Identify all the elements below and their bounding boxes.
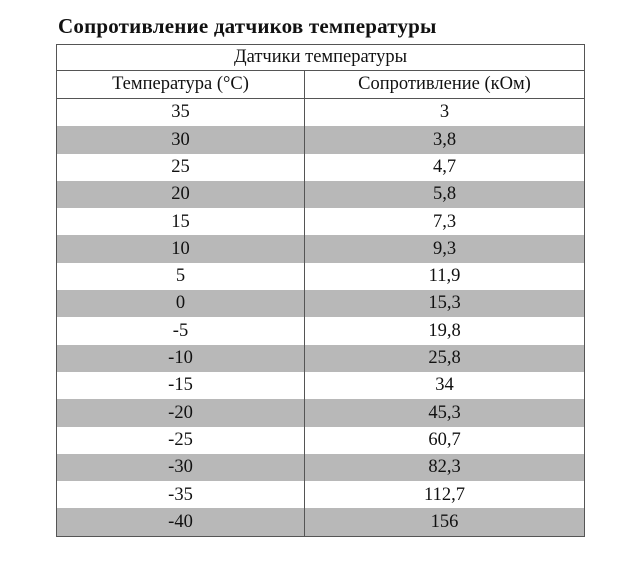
table-row (57, 481, 585, 508)
resistance-cell: 19,8 (305, 317, 585, 344)
column-header-temperature: Температура (°С) (57, 71, 305, 99)
table-row (57, 399, 585, 426)
resistance-cell: 112,7 (305, 481, 585, 508)
table-row (57, 208, 585, 235)
table-group-header: Датчики температуры (57, 45, 585, 71)
table-group-header-row (57, 45, 585, 71)
temperature-cell: 5 (57, 263, 305, 290)
resistance-cell: 11,9 (305, 263, 585, 290)
temperature-cell: -20 (57, 399, 305, 426)
resistance-cell: 45,3 (305, 399, 585, 426)
document-title: Сопротивление датчиков температуры (58, 14, 437, 38)
table-row (57, 154, 585, 181)
table-row (57, 290, 585, 317)
resistance-cell: 7,3 (305, 208, 585, 235)
temperature-cell: -10 (57, 345, 305, 372)
resistance-cell: 82,3 (305, 454, 585, 481)
resistance-cell: 3 (305, 99, 585, 127)
temperature-cell: -25 (57, 427, 305, 454)
column-header-resistance: Сопротивление (кОм) (305, 71, 585, 99)
table-row (57, 454, 585, 481)
table-column-header-row (57, 71, 585, 99)
temperature-cell: 15 (57, 208, 305, 235)
resistance-cell: 34 (305, 372, 585, 399)
temperature-cell: -30 (57, 454, 305, 481)
resistance-cell: 156 (305, 508, 585, 536)
table-row (57, 126, 585, 153)
table-row (57, 372, 585, 399)
temperature-cell: -5 (57, 317, 305, 344)
temperature-cell: -40 (57, 508, 305, 536)
temperature-cell: -15 (57, 372, 305, 399)
resistance-cell: 15,3 (305, 290, 585, 317)
table-row (57, 317, 585, 344)
table-row (57, 508, 585, 536)
temperature-cell: 10 (57, 235, 305, 262)
resistance-cell: 25,8 (305, 345, 585, 372)
temperature-cell: 20 (57, 181, 305, 208)
resistance-cell: 3,8 (305, 126, 585, 153)
temperature-cell: 35 (57, 99, 305, 127)
table-row (57, 235, 585, 262)
resistance-cell: 5,8 (305, 181, 585, 208)
table-row (57, 427, 585, 454)
temperature-cell: 30 (57, 126, 305, 153)
resistance-cell: 60,7 (305, 427, 585, 454)
table-row (57, 181, 585, 208)
table-row (57, 345, 585, 372)
sensor-resistance-table (56, 44, 585, 537)
resistance-cell: 4,7 (305, 154, 585, 181)
table-body (57, 99, 585, 537)
table-row (57, 263, 585, 290)
resistance-cell: 9,3 (305, 235, 585, 262)
temperature-cell: 0 (57, 290, 305, 317)
temperature-cell: 25 (57, 154, 305, 181)
table-row (57, 99, 585, 127)
temperature-cell: -35 (57, 481, 305, 508)
